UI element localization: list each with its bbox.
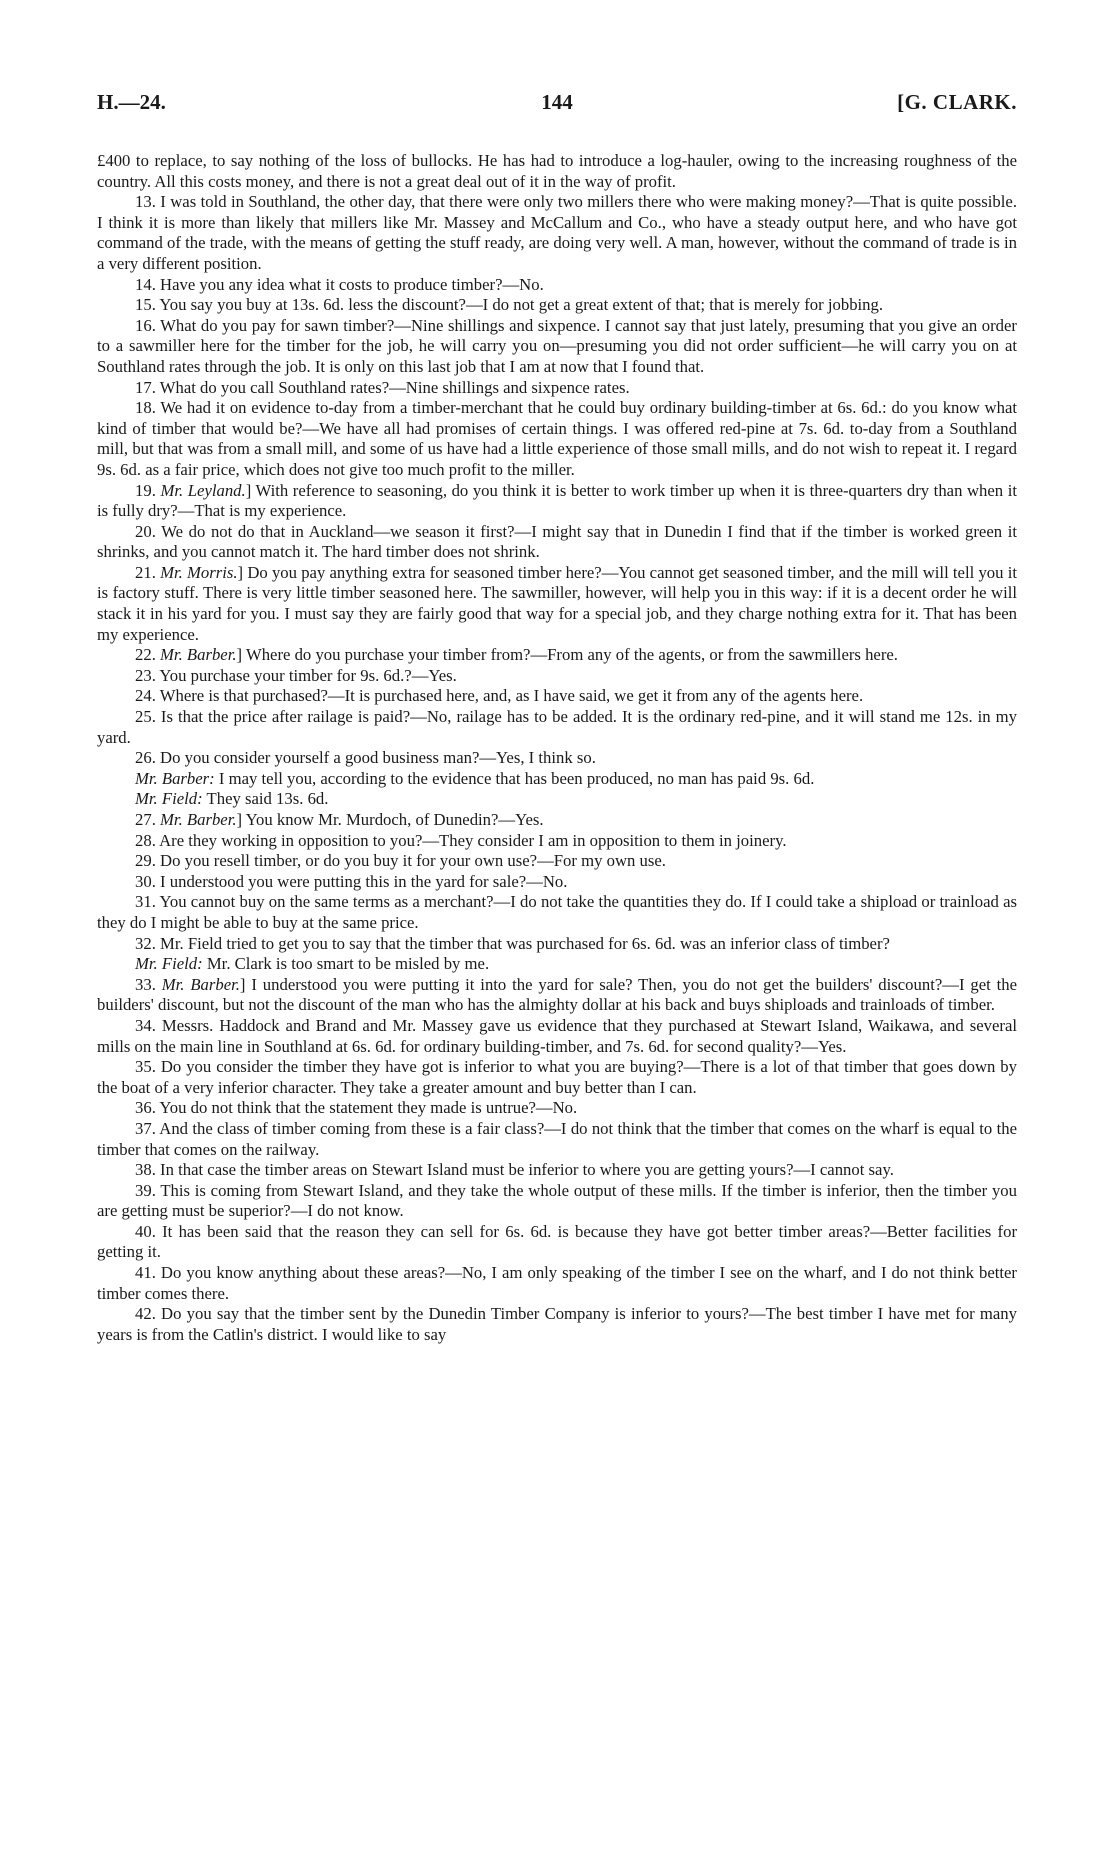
speaker-name: Mr. Field bbox=[135, 789, 198, 809]
question-number: 33. bbox=[135, 974, 162, 994]
testimony-paragraph bbox=[97, 481, 1017, 522]
header-report-number: H.—24. bbox=[97, 90, 166, 114]
paragraph-text: 34. Messrs. Haddock and Brand and Mr. Massey gave us evidence that they purchased at Stewart Island, Waikawa, and several mills on the main line in Southland at 6s. 6d. for ordinary building-timber, and 7s. 6d. for second quality?—Yes. bbox=[97, 1015, 1017, 1056]
paragraph-text: Do you pay anything extra for seasoned timber here?—You cannot get seasoned timber, and the mill will tell you it is factory stuff. There is very little timber seasoned here. The sawmiller, however, will help you in this way: if it is a decent order he will stack it in his yard for you. I must say they are fairly good that way for a special job, and they charge nothing extra for it. That has been my experience. bbox=[97, 562, 1017, 644]
testimony-paragraph bbox=[97, 378, 1017, 399]
speaker-delimiter: : bbox=[197, 789, 203, 809]
paragraph-text: 41. Do you know anything about these areas?—No, I am only speaking of the timber I see on the wharf, and I do not think better timber comes there. bbox=[97, 1263, 1017, 1303]
testimony-paragraph bbox=[97, 1222, 1017, 1263]
paragraph-text: 24. Where is that purchased?—It is purchased here, and, as I have said, we get it from any of the agents here. bbox=[135, 686, 864, 706]
testimony-paragraph bbox=[97, 707, 1017, 748]
testimony-paragraph bbox=[97, 192, 1017, 274]
speaker-delimiter: ] bbox=[237, 562, 244, 582]
header-witness-name: [G. CLARK. bbox=[897, 90, 1017, 114]
speaker-delimiter: : bbox=[209, 768, 215, 788]
paragraph-text: With reference to seasoning, do you think it is better to work timber up when it is three-quarters dry than when it is fully dry?—That is my experience. bbox=[97, 480, 1017, 521]
paragraph-text: Mr. Clark is too smart to be misled by me. bbox=[206, 954, 490, 974]
testimony-paragraph bbox=[97, 851, 1017, 872]
paragraph-text: 35. Do you consider the timber they have got is inferior to what you are buying?—There is a lot of that timber that goes down by the boat of a very inferior character. They take a greater amount and buy better than I can. bbox=[97, 1057, 1017, 1097]
testimony-paragraph bbox=[97, 892, 1017, 933]
speaker-name: Mr. Morris. bbox=[160, 562, 238, 582]
question-number: 27. bbox=[135, 810, 161, 829]
testimony-paragraph bbox=[97, 872, 1017, 893]
paragraph-text: 15. You say you buy at 13s. 6d. less the discount?—I do not get a great extent of that; that is merely for jobbing. bbox=[135, 295, 884, 315]
question-number: 22. bbox=[135, 645, 161, 665]
paragraph-text: 28. Are they working in opposition to you?—They consider I am in opposition to them in joinery. bbox=[135, 830, 787, 850]
speaker-name: Mr. Barber bbox=[135, 768, 210, 788]
testimony-paragraph bbox=[97, 522, 1017, 563]
testimony-paragraph bbox=[97, 831, 1017, 852]
speaker-delimiter: ] bbox=[236, 645, 243, 665]
testimony-paragraph bbox=[97, 954, 1017, 975]
paragraph-text: 25. Is that the price after railage is paid?—No, railage has to be added. It is the ordinary red-pine, and it will stand me 12s. in my yard. bbox=[97, 707, 1017, 747]
paragraph-text: 31. You cannot buy on the same terms as a merchant?—I do not take the quantities they do. If I could take a shipload or trainload as they do I might be able to buy at the same price. bbox=[97, 892, 1017, 932]
paragraph-text: 18. We had it on evidence to-day from a timber-merchant that he could buy ordinary building-timber at 6s. 6d.: do you know what kind of timber that would be?—We have all had promises of certain things. I was offered red-pine at 7s. 6d. to-day from a Southland mill, but that was from a small mill, and some of us have had a little experience of those small mills, and do not wish to repeat it. I regard 9s. 6d. as a fair price, which does not give too much profit to the miller. bbox=[97, 398, 1017, 479]
paragraph-text: 23. You purchase your timber for 9s. 6d.?—Yes. bbox=[135, 665, 457, 685]
speaker-name: Mr. Leyland. bbox=[160, 480, 246, 500]
paragraph-text: 37. And the class of timber coming from these is a fair class?—I do not think that the timber that comes on the wharf is equal to the timber that comes on the railway. bbox=[97, 1118, 1017, 1159]
paragraph-text: 39. This is coming from Stewart Island, and they take the whole output of these mills. If the timber is inferior, then the timber you are getting must be superior?—I do not know. bbox=[97, 1180, 1017, 1221]
header-page-number: 144 bbox=[541, 90, 573, 114]
speaker-label bbox=[135, 810, 242, 829]
testimony-paragraph bbox=[97, 398, 1017, 480]
testimony-paragraph bbox=[97, 934, 1017, 955]
paragraph-text: I may tell you, according to the evidence that has been produced, no man has paid 9s. 6d. bbox=[218, 768, 815, 788]
paragraph-text: 14. Have you any idea what it costs to produce timber?—No. bbox=[135, 274, 544, 294]
testimony-paragraph bbox=[97, 645, 1017, 666]
question-number: 19. bbox=[135, 480, 161, 500]
paragraph-text: You know Mr. Murdoch, of Dunedin?—Yes. bbox=[245, 810, 544, 829]
testimony-paragraph bbox=[97, 316, 1017, 378]
paragraph-text: 16. What do you pay for sawn timber?—Nine shillings and sixpence. I cannot say that just lately, presuming that you give an order to a sawmiller here for the timber for the job, he will carry you on—presuming you did not order sufficient—he will carry you on at Southland rates through the job. It is only on this last job that I am at now that I found that. bbox=[97, 315, 1017, 376]
testimony-paragraph bbox=[97, 1160, 1017, 1181]
speaker-label bbox=[135, 769, 215, 788]
paragraph-text: 26. Do you consider yourself a good business man?—Yes, I think so. bbox=[135, 748, 596, 768]
testimony-paragraph bbox=[97, 686, 1017, 707]
speaker-label bbox=[135, 789, 203, 808]
speaker-name: Mr. Barber. bbox=[161, 974, 240, 994]
speaker-label bbox=[135, 954, 203, 973]
speaker-label bbox=[135, 481, 251, 500]
testimony-paragraph bbox=[97, 295, 1017, 316]
speaker-label bbox=[135, 563, 243, 582]
paragraph-text: 36. You do not think that the statement they made is untrue?—No. bbox=[135, 1098, 578, 1118]
page-body bbox=[97, 151, 1017, 1345]
question-number: 21. bbox=[135, 562, 161, 582]
testimony-paragraph bbox=[97, 275, 1017, 296]
testimony-paragraph bbox=[97, 1016, 1017, 1057]
speaker-name: Mr. Barber. bbox=[160, 645, 237, 665]
speaker-label bbox=[135, 975, 245, 994]
testimony-paragraph bbox=[97, 563, 1017, 645]
testimony-paragraph bbox=[97, 666, 1017, 687]
testimony-paragraph bbox=[97, 748, 1017, 769]
testimony-paragraph bbox=[97, 810, 1017, 831]
paragraph-text: They said 13s. 6d. bbox=[206, 789, 329, 809]
paragraph-text: I understood you were putting it into the yard for sale? Then, you do not get the builders' discount?—I get the builders' discount, but not the discount of the man who has the almighty dollar at his back and buys shiploads and trainloads of timber. bbox=[97, 974, 1018, 1015]
testimony-paragraph bbox=[97, 1098, 1017, 1119]
speaker-name: Mr. Barber. bbox=[160, 810, 237, 829]
paragraph-text: 13. I was told in Southland, the other day, that there were only two millers there who were making money?—That is quite possible. I think it is more than likely that millers like Mr. Massey and McCallum and Co., who have a steady output here, and who have got command of the trade, with the means of getting the stuff ready, are doing very well. A man, however, without the command of trade is in a very different position. bbox=[97, 192, 1017, 273]
paragraph-text: 20. We do not do that in Auckland—we season it first?—I might say that in Dunedin I find that if the timber is worked green it shrinks, and you cannot match it. The hard timber does not shrink. bbox=[97, 521, 1017, 562]
paragraph-text: 32. Mr. Field tried to get you to say that the timber that was purchased for 6s. 6d. was an inferior class of timber? bbox=[135, 933, 890, 953]
paragraph-text: 40. It has been said that the reason they can sell for 6s. 6d. is because they have got better timber areas?—Better facilities for getting it. bbox=[97, 1221, 1017, 1262]
speaker-label bbox=[135, 645, 242, 664]
speaker-name: Mr. Field bbox=[135, 954, 198, 974]
paragraph-text: £400 to replace, to say nothing of the loss of bullocks. He has had to introduce a log-hauler, owing to the increasing roughness of the country. All this costs money, and there is not a great deal out of it in the way of profit. bbox=[97, 151, 1017, 191]
testimony-paragraph bbox=[97, 1119, 1017, 1160]
paragraph-text: 17. What do you call Southland rates?—Nine shillings and sixpence rates. bbox=[135, 377, 630, 397]
speaker-delimiter: ] bbox=[236, 810, 243, 829]
speaker-delimiter: : bbox=[197, 954, 203, 974]
paragraph-text: 38. In that case the timber areas on Stewart Island must be inferior to where you are getting yours?—I cannot say. bbox=[135, 1160, 894, 1180]
testimony-paragraph bbox=[97, 1181, 1017, 1222]
testimony-paragraph bbox=[97, 769, 1017, 790]
paragraph-text: 30. I understood you were putting this in the yard for sale?—No. bbox=[135, 871, 568, 891]
continued-paragraph bbox=[97, 151, 1017, 192]
page-header bbox=[97, 90, 1017, 124]
speaker-delimiter: ] bbox=[239, 974, 246, 994]
paragraph-text: 42. Do you say that the timber sent by the Dunedin Timber Company is inferior to yours?—The best timber I have met for many years is from the Catlin's district. I would like to say bbox=[97, 1304, 1017, 1344]
paragraph-text: Where do you purchase your timber from?—From any of the agents, or from the sawmillers here. bbox=[245, 645, 898, 665]
testimony-paragraph bbox=[97, 1057, 1017, 1098]
testimony-paragraph bbox=[97, 1263, 1017, 1304]
testimony-paragraph bbox=[97, 1304, 1017, 1345]
testimony-paragraph bbox=[97, 975, 1017, 1016]
speaker-delimiter: ] bbox=[245, 480, 252, 500]
paragraph-text: 29. Do you resell timber, or do you buy it for your own use?—For my own use. bbox=[135, 851, 666, 871]
testimony-paragraph bbox=[97, 789, 1017, 810]
